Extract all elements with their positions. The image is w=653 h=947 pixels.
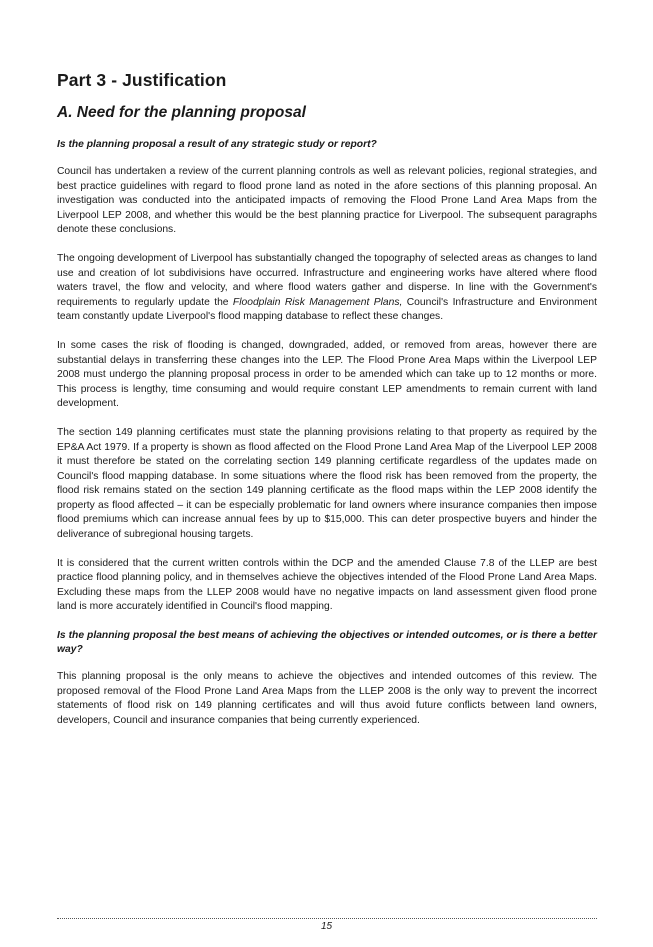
question-heading-strategic-study: Is the planning proposal a result of any strategic study or report?	[57, 139, 377, 150]
paragraph-development-text-1: The ongoing development of Liverpool has substantially changed the topography of selected areas as changes to land use and creation of lot subdivisions have occurred. Infrastructure and engineering works have altered where flood waters travel, the flow and velocity, and where flood waters gather and disperse. In line with the Government's requirements to regularly update the	[57, 252, 597, 308]
question-heading-best-means: Is the planning proposal the best means of achieving the objectives or intended outcomes, or is there a better way?	[57, 630, 597, 656]
page-number: 15	[320, 921, 333, 932]
floodplain-plans-title: Floodplain Risk Management Plans,	[232, 296, 403, 308]
paragraph-development-text-2: Council's Infrastructure and Environment team constantly update Liverpool's flood mapping database to reflect these changes.	[57, 296, 597, 323]
footer-divider	[57, 918, 597, 919]
paragraph-review: Council has undertaken a review of the current planning controls as well as relevant policies, regional strategies, and best practice guidelines with regard to flood prone land as noted in the afore sections of this planning proposal. An investigation was conducted into the anticipated impacts of removing the Flood Prone Land Area Maps from the Liverpool LEP 2008, and whether this would be the best planning practice for Liverpool. The subsequent paragraphs denote these conclusions.	[57, 166, 597, 236]
part-title: Part 3 - Justification	[57, 70, 227, 90]
paragraph-controls: It is considered that the current written controls within the DCP and the amended Clause 7.8 of the LLEP are best practice flood planning policy, and in themselves achieve the objectives intended of the Flood Prone Land Area Maps. Excluding these maps from the LLEP 2008 would have no negative impacts on land assessment given flood prone land is more accurately identified in Council's flood mapping.	[57, 557, 597, 613]
page-content	[57, 70, 597, 742]
paragraph-only-means: This planning proposal is the only means to achieve the objectives and intended outcomes of this review. The proposed removal of the Flood Prone Land Area Maps from the LLEP 2008 is the only way to prevent the incorrect statements of flood risk on 149 planning certificates and will thus avoid future conflicts between land owners, developers, Council and insurance companies that being currently experienced.	[57, 671, 597, 726]
paragraph-delays: In some cases the risk of flooding is changed, downgraded, added, or removed from areas, however there are substantial delays in transferring these changes into the LEP. The Flood Prone Area Maps within the Liverpool LEP 2008 must undergo the planning proposal process in order to be amended which can take up to 12 months or more. This process is lengthy, time consuming and would require constant LEP amendments to remain current with land development.	[57, 339, 597, 410]
paragraph-section-149: The section 149 planning certificates must state the planning provisions relating to that property as required by the EP&A Act 1979. If a property is shown as flood affected on the Flood Prone Land Area Map of the Liverpool LEP 2008 it must therefore be stated on the correlating section 149 planning certificate regardless of the updates made on Council's flood mapping database. In some situations where the flood risk has been removed from the property, the flood risk remains stated on the section 149 planning certificate as the flood maps within the LEP 2008 identify the property as flood affected – it can be especially problematic for land owners where insurance companies then impose flood premiums which can increase annual fees by up to $15,000. This can deter prospective buyers and hinder the deliverance of subregional housing targets.	[57, 426, 597, 541]
paragraph-development	[57, 252, 597, 325]
section-title: A. Need for the planning proposal	[57, 104, 306, 121]
